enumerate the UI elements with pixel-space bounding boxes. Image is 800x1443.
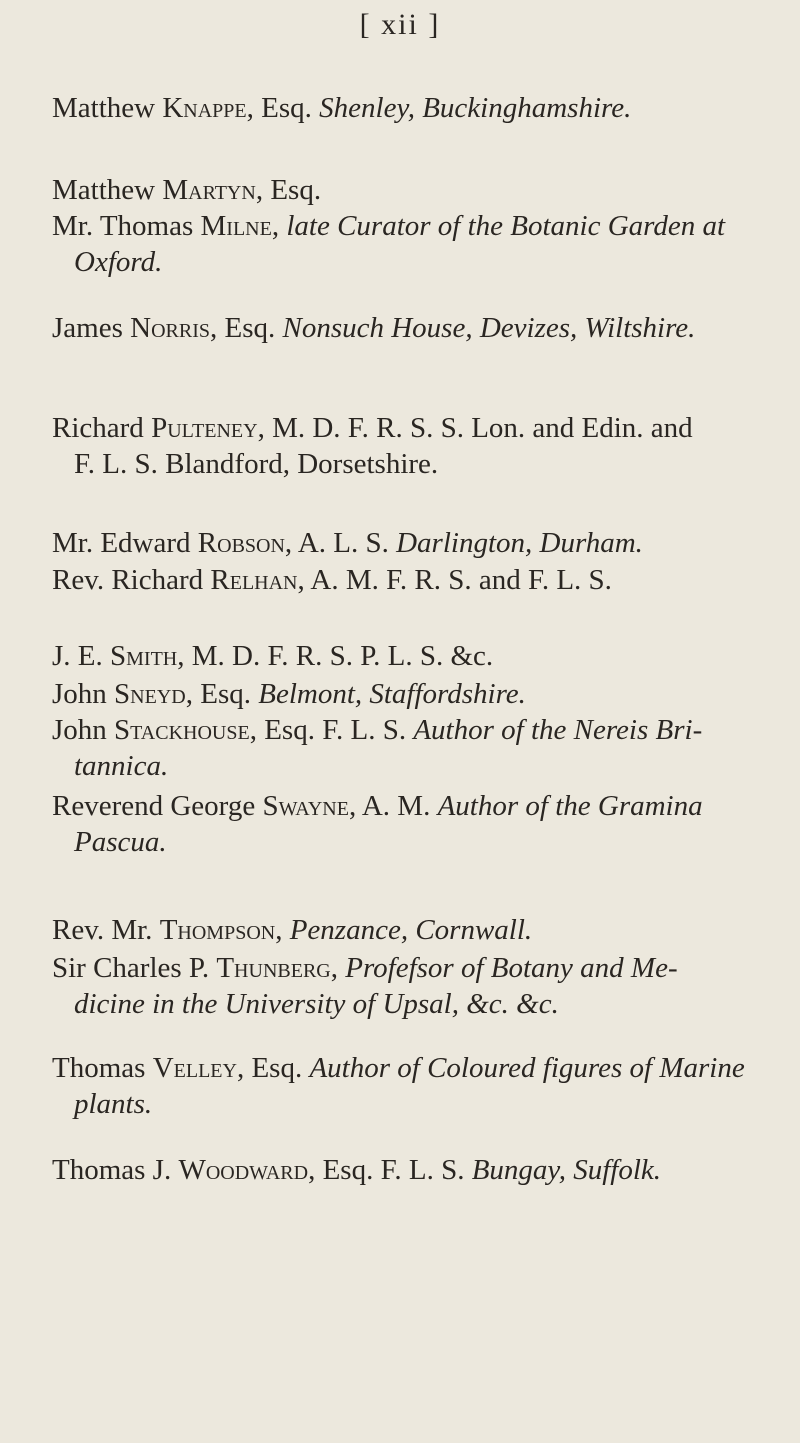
subscriber-entry: Thomas J. Woodward, Esq. F. L. S. Bungay, Suffolk. bbox=[52, 1154, 661, 1186]
subscriber-entry: Thomas Velley, Esq. Author of Coloured figures of Marine plants. bbox=[52, 1052, 745, 1120]
page-number: [ xii ] bbox=[359, 8, 441, 41]
surname: Norris bbox=[130, 312, 210, 344]
subscriber-entry: Mr. Thomas Milne, late Curator of the Botanic Garden at Oxford. bbox=[52, 210, 726, 278]
subscriber-entry: Richard Pulteney, M. D. F. R. S. S. Lon. and Edin. and F. L. S. Blandford, Dorsetshire. bbox=[52, 412, 693, 480]
surname: Thunberg bbox=[216, 952, 331, 984]
subscriber-entry: Mr. Edward Robson, A. L. S. Darlington, Durham. bbox=[52, 527, 643, 559]
subscriber-entry: Reverend George Swayne, A. M. Author of the Gramina Pascua. bbox=[52, 790, 703, 858]
surname: Stackhouse bbox=[114, 714, 250, 746]
subscriber-entry: Sir Charles P. Thunberg, Profefsor of Botany and Me- dicine in the University of Upsal, &c. &c. bbox=[52, 952, 678, 1020]
subscriber-entry: Rev. Richard Relhan, A. M. F. R. S. and F. L. S. bbox=[52, 564, 612, 596]
surname: Pulteney bbox=[151, 412, 258, 444]
surname: Robson bbox=[197, 527, 285, 559]
surname: Sneyd bbox=[114, 678, 186, 710]
subscriber-entry: John Sneyd, Esq. Belmont, Staffordshire. bbox=[52, 678, 526, 710]
subscriber-entry: James Norris, Esq. Nonsuch House, Devizes, Wiltshire. bbox=[52, 312, 696, 344]
surname: Thompson bbox=[159, 914, 276, 946]
surname: Knappe bbox=[162, 92, 247, 124]
surname: Swayne bbox=[262, 790, 349, 822]
surname: Smith bbox=[110, 640, 178, 672]
surname: Woodward bbox=[178, 1154, 309, 1186]
surname: Milne bbox=[200, 210, 272, 242]
surname: Relhan bbox=[210, 564, 298, 596]
subscriber-entry: Matthew Knappe, Esq. Shenley, Buckinghamshire. bbox=[52, 92, 632, 124]
subscriber-entry: J. E. Smith, M. D. F. R. S. P. L. S. &c. bbox=[52, 640, 494, 672]
surname: Velley bbox=[152, 1052, 237, 1084]
subscriber-entry: Matthew Martyn, Esq. bbox=[52, 174, 322, 206]
subscriber-entry: John Stackhouse, Esq. F. L. S. Author of the Nereis Bri- tannica. bbox=[52, 714, 703, 782]
subscriber-entry: Rev. Mr. Thompson, Penzance, Cornwall. bbox=[52, 914, 533, 946]
surname: Martyn bbox=[162, 174, 256, 206]
